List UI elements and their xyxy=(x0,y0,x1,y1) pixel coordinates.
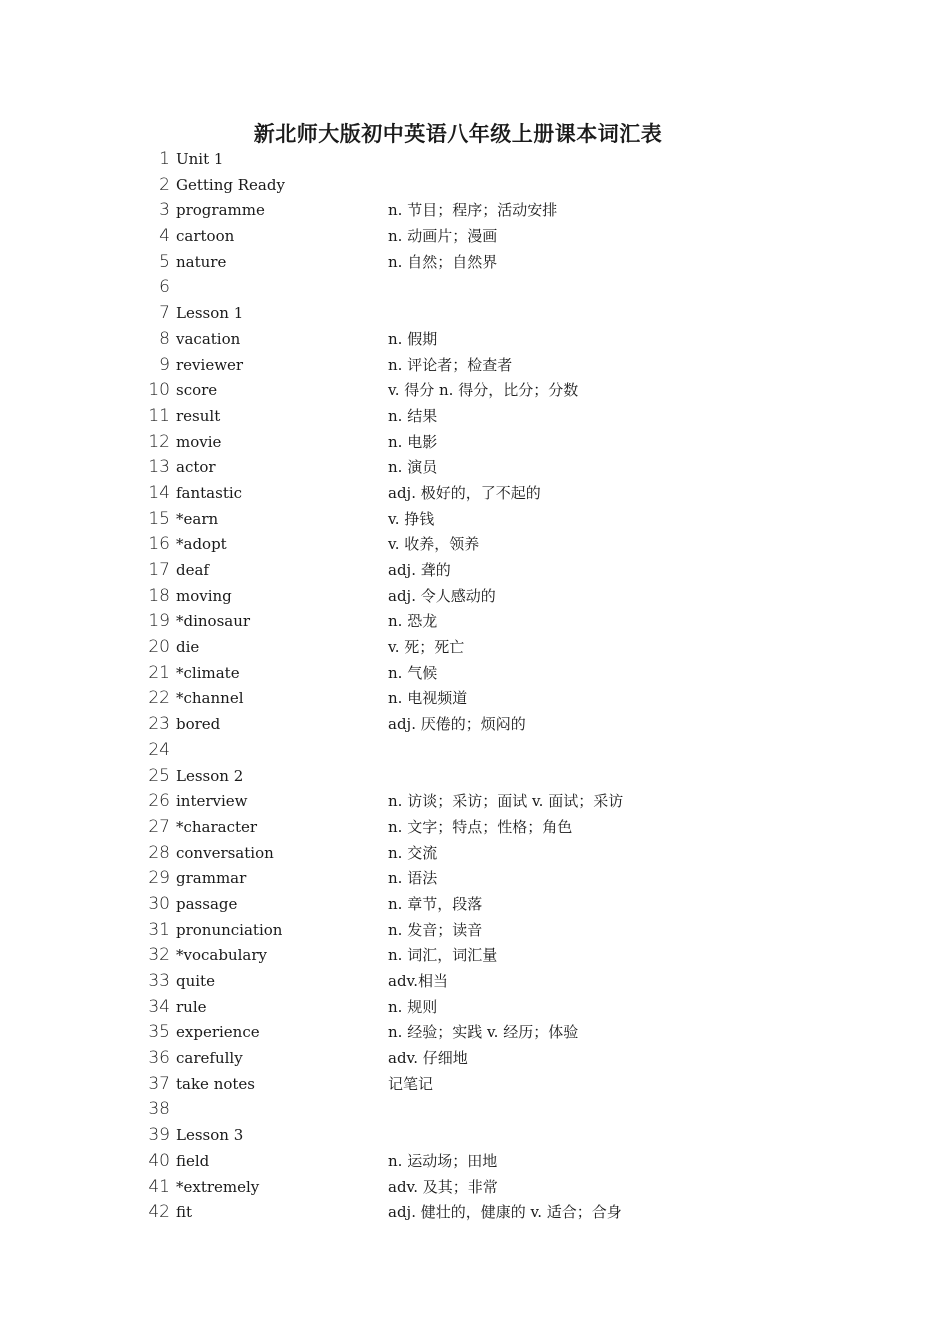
vocab-row xyxy=(0,686,950,712)
vocab-row xyxy=(0,943,950,969)
vocab-word: field xyxy=(176,1151,210,1170)
vocab-word: experience xyxy=(176,1023,260,1042)
vocab-row xyxy=(0,918,950,944)
vocab-row xyxy=(0,635,950,661)
line-number: 42 xyxy=(148,1202,170,1223)
vocab-word: cartoon xyxy=(176,227,235,246)
vocab-meaning: n. 假期 xyxy=(388,329,438,348)
vocab-meaning: adj. 聋的 xyxy=(388,561,451,579)
line-number: 37 xyxy=(148,1073,170,1094)
vocab-word: pronunciation xyxy=(176,920,283,939)
line-number: 36 xyxy=(148,1048,170,1069)
line-number: 14 xyxy=(148,482,170,503)
line-number: 7 xyxy=(159,303,170,324)
vocab-row xyxy=(0,378,950,404)
vocab-row xyxy=(0,995,950,1021)
vocab-meaning: n. 评论者；检查者 xyxy=(388,355,513,374)
line-number: 28 xyxy=(148,842,170,863)
vocab-meaning: n. 规则 xyxy=(388,997,438,1016)
line-number: 35 xyxy=(148,1022,170,1043)
vocab-word: *climate xyxy=(176,663,240,682)
vocab-meaning: v. 死；死亡 xyxy=(388,638,465,657)
vocab-row xyxy=(0,712,950,738)
vocab-word: Lesson 1 xyxy=(176,304,244,323)
vocab-meaning: adj. 健壮的，健康的 v. 适合；合身 xyxy=(388,1203,622,1222)
vocab-word: *vocabulary xyxy=(176,946,267,965)
vocab-row xyxy=(0,969,950,995)
line-number: 17 xyxy=(148,560,170,580)
vocab-meaning: adv. 仔细地 xyxy=(388,1049,468,1068)
line-number: 9 xyxy=(159,354,170,375)
vocab-word: deaf xyxy=(176,561,209,579)
vocab-meaning: n. 电影 xyxy=(388,432,438,451)
line-number: 3 xyxy=(159,200,170,221)
line-number: 16 xyxy=(148,534,170,555)
vocab-word: bored xyxy=(176,715,221,734)
line-number: 39 xyxy=(148,1125,170,1146)
vocab-row xyxy=(0,1097,950,1123)
vocab-meaning: adv.相当 xyxy=(388,972,449,990)
vocab-meaning: 记笔记 xyxy=(388,1074,434,1093)
vocab-word: vacation xyxy=(176,329,241,348)
vocab-row xyxy=(0,1200,950,1226)
vocabulary-list xyxy=(0,147,950,1226)
vocab-meaning: adv. 及其；非常 xyxy=(388,1177,498,1196)
vocab-meaning: n. 运动场；田地 xyxy=(388,1151,498,1170)
vocab-row xyxy=(0,327,950,353)
vocab-word: *dinosaur xyxy=(176,612,251,631)
vocab-meaning: n. 访谈；采访；面试 v. 面试；采访 xyxy=(388,792,624,811)
line-number: 31 xyxy=(148,919,170,940)
vocab-row xyxy=(0,764,950,790)
vocab-word: Lesson 3 xyxy=(176,1126,244,1145)
line-number: 25 xyxy=(148,765,170,786)
vocab-row xyxy=(0,507,950,533)
vocab-row xyxy=(0,738,950,764)
vocab-word: carefully xyxy=(176,1049,243,1068)
vocab-row xyxy=(0,1123,950,1149)
line-number: 30 xyxy=(148,893,170,914)
vocab-word: interview xyxy=(176,792,248,811)
vocab-word: movie xyxy=(176,432,222,451)
vocab-meaning: n. 电视频道 xyxy=(388,689,468,708)
vocab-row xyxy=(0,1175,950,1201)
vocab-word: Unit 1 xyxy=(176,150,224,168)
vocab-word: *earn xyxy=(176,509,219,528)
line-number: 19 xyxy=(148,611,170,632)
line-number: 29 xyxy=(148,868,170,889)
vocab-word: *character xyxy=(176,817,258,836)
vocab-word: *extremely xyxy=(176,1177,260,1196)
line-number: 10 xyxy=(148,380,170,401)
vocab-word: rule xyxy=(176,997,207,1016)
vocab-meaning: v. 收养，领养 xyxy=(388,535,480,554)
vocab-meaning: n. 动画片；漫画 xyxy=(388,227,498,246)
line-number: 41 xyxy=(148,1176,170,1197)
line-number: 20 xyxy=(148,637,170,658)
vocab-row xyxy=(0,866,950,892)
vocab-row xyxy=(0,147,950,173)
vocab-meaning: n. 章节，段落 xyxy=(388,894,483,913)
vocab-row xyxy=(0,250,950,276)
vocab-word: conversation xyxy=(176,843,274,862)
vocab-word: take notes xyxy=(176,1074,255,1093)
line-number: 6 xyxy=(159,277,170,298)
vocab-word: moving xyxy=(176,586,232,605)
vocab-word: Lesson 2 xyxy=(176,766,244,785)
line-number: 23 xyxy=(148,714,170,735)
vocab-row xyxy=(0,661,950,687)
vocab-word: actor xyxy=(176,458,216,477)
vocab-row xyxy=(0,841,950,867)
vocab-word: nature xyxy=(176,252,227,271)
vocab-meaning: v. 得分 n. 得分，比分；分数 xyxy=(388,381,579,400)
line-number: 11 xyxy=(148,405,170,426)
vocab-row xyxy=(0,353,950,379)
vocab-meaning: n. 自然；自然界 xyxy=(388,252,498,271)
vocab-row xyxy=(0,1020,950,1046)
vocab-word: fit xyxy=(176,1203,193,1222)
line-number: 38 xyxy=(148,1099,170,1120)
line-number: 12 xyxy=(148,431,170,452)
vocab-row xyxy=(0,455,950,481)
vocab-row xyxy=(0,198,950,224)
vocab-word: quite xyxy=(176,972,215,990)
vocab-row xyxy=(0,1046,950,1072)
vocab-row xyxy=(0,789,950,815)
vocab-meaning: adj. 极好的，了不起的 xyxy=(388,483,541,502)
vocab-row xyxy=(0,224,950,250)
line-number: 21 xyxy=(148,662,170,683)
line-number: 18 xyxy=(148,585,170,606)
line-number: 1 xyxy=(159,149,170,169)
vocab-word: result xyxy=(176,406,221,425)
vocab-word: grammar xyxy=(176,869,247,888)
line-number: 34 xyxy=(148,996,170,1017)
line-number: 5 xyxy=(159,251,170,272)
line-number: 24 xyxy=(148,739,170,760)
vocab-meaning: n. 气候 xyxy=(388,663,438,682)
vocab-row xyxy=(0,1072,950,1098)
vocab-word: die xyxy=(176,638,200,657)
vocab-meaning: n. 发音；读音 xyxy=(388,920,483,939)
vocab-meaning: n. 词汇，词汇量 xyxy=(388,946,498,965)
vocab-meaning: n. 演员 xyxy=(388,458,438,477)
vocab-word: *adopt xyxy=(176,535,227,554)
vocab-word: passage xyxy=(176,894,238,913)
line-number: 32 xyxy=(148,945,170,966)
vocab-word: score xyxy=(176,381,218,400)
line-number: 26 xyxy=(148,791,170,812)
vocab-row xyxy=(0,892,950,918)
vocab-meaning: n. 语法 xyxy=(388,869,438,888)
vocab-row xyxy=(0,404,950,430)
vocab-row xyxy=(0,532,950,558)
vocab-row xyxy=(0,173,950,199)
vocab-row xyxy=(0,815,950,841)
line-number: 2 xyxy=(159,174,170,195)
vocab-meaning: adj. 令人感动的 xyxy=(388,586,496,605)
vocab-word: programme xyxy=(176,201,265,220)
vocab-meaning: n. 结果 xyxy=(388,406,438,425)
vocab-word: reviewer xyxy=(176,355,244,374)
line-number: 15 xyxy=(148,508,170,529)
line-number: 27 xyxy=(148,816,170,837)
vocab-row xyxy=(0,584,950,610)
page-title: 新北师大版初中英语八年级上册课本词汇表 xyxy=(253,121,663,146)
vocab-word: fantastic xyxy=(176,483,243,502)
line-number: 4 xyxy=(159,226,170,247)
vocab-meaning: adj. 厌倦的；烦闷的 xyxy=(388,715,526,734)
vocab-word: Getting Ready xyxy=(176,175,285,194)
line-number: 22 xyxy=(148,688,170,709)
vocab-row xyxy=(0,430,950,456)
line-number: 40 xyxy=(148,1150,170,1171)
vocab-row xyxy=(0,301,950,327)
vocab-meaning: n. 节目；程序；活动安排 xyxy=(388,201,558,220)
vocab-meaning: n. 恐龙 xyxy=(388,612,438,631)
vocab-row xyxy=(0,609,950,635)
vocab-meaning: n. 经验；实践 v. 经历；体验 xyxy=(388,1023,579,1042)
vocab-meaning: v. 挣钱 xyxy=(388,509,435,528)
line-number: 33 xyxy=(148,971,170,991)
vocab-word: *channel xyxy=(176,689,244,708)
line-number: 13 xyxy=(148,457,170,478)
vocab-meaning: n. 文字；特点；性格；角色 xyxy=(388,817,573,836)
vocab-row xyxy=(0,481,950,507)
vocab-row xyxy=(0,1149,950,1175)
vocab-row xyxy=(0,558,950,584)
line-number: 8 xyxy=(159,328,170,349)
vocab-row xyxy=(0,275,950,301)
vocab-meaning: n. 交流 xyxy=(388,843,438,862)
